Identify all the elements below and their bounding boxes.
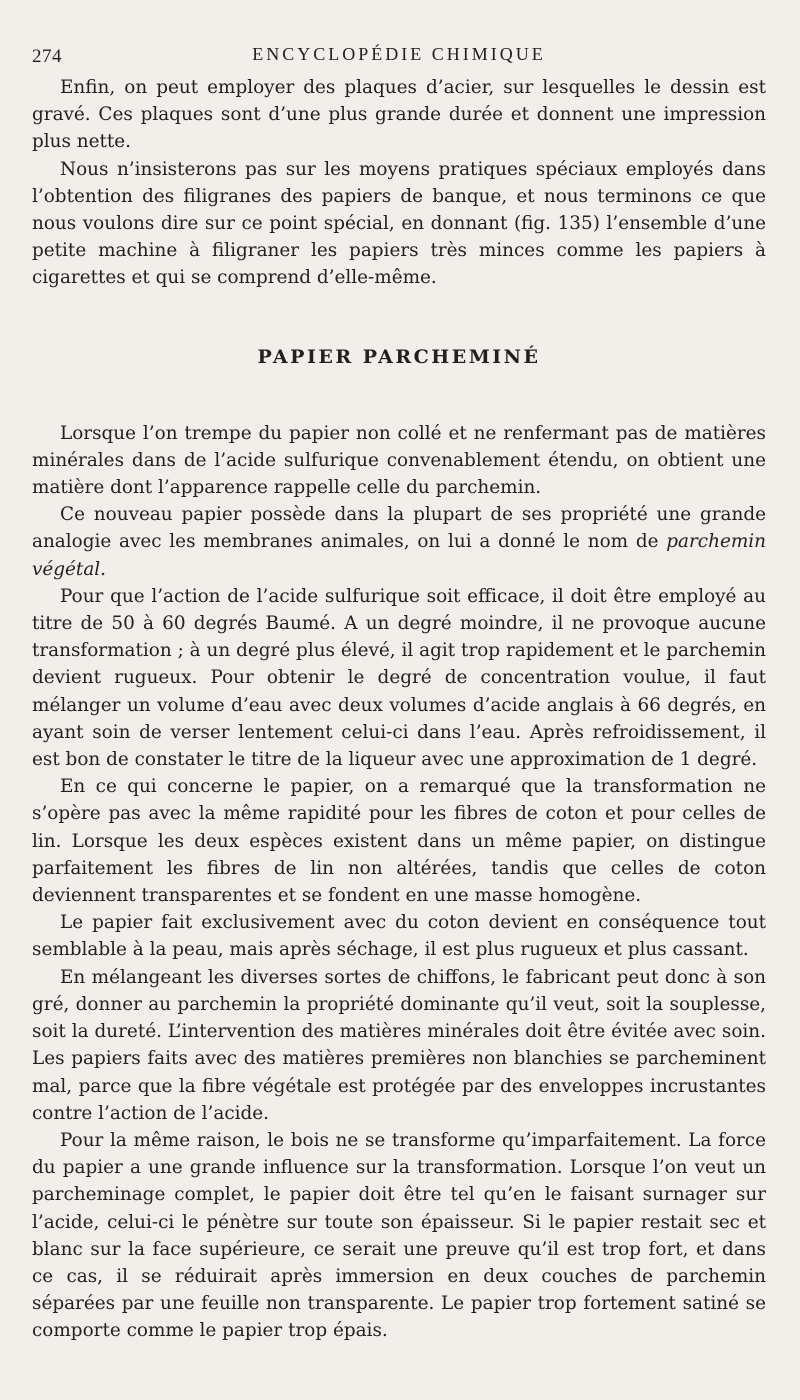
body-paragraph-1: Lorsque l’on trempe du papier non collé et ne renfermant pas de matières minérales dans de l’acide sulfurique convenablement étendu, on obtient une matière dont l’apparence rappelle celle du parchemin.: [32, 422, 766, 499]
parchemin-vegetal-term: parchemin végétal.: [32, 531, 766, 580]
section-title: PAPIER PARCHEMINÉ: [257, 345, 541, 368]
intro-paragraph-2: Nous n’insisterons pas sur les moyens pratiques spéciaux employés dans l’obtention des filigranes des papiers de banque, et nous terminons ce que nous voulons dire sur ce point spécial, en donnant (fig. 135) l’ensemble d’une petite machine à filigraner les papiers très minces comme les papiers à cigarettes et qui se comprend d’elle-même.: [32, 158, 766, 289]
page-number: 274: [32, 46, 62, 67]
body-paragraph-3: Pour que l’action de l’acide sulfurique soit efficace, il doit être employé au titre de 50 à 60 degrés Baumé. A un degré moindre, il ne provoque aucune transformation ; à un degré plus élevé, il agit trop rapidement et le parchemin devient rugueux. Pour obtenir le degré de concentration voulue, il faut mélanger un volume d’eau avec deux volumes d’acide anglais à 66 degrés, en ayant soin de verser lentement celui-ci dans l’eau. Après refroidissement, il est bon de constater le titre de la liqueur avec une approximation de 1 degré.: [32, 585, 766, 771]
running-head-title: ENCYCLOPÉDIE CHIMIQUE: [252, 44, 546, 64]
body-paragraph-2-text: Ce nouveau papier possède dans la plupart de ses propriété une grande analogie avec les membranes animales, on lui a donné le nom de: [32, 504, 766, 553]
intro-paragraph-1: Enfin, on peut employer des plaques d’acier, sur lesquelles le dessin est gravé. Ces plaques sont d’une plus grande durée et donnent une impression plus nette.: [32, 77, 766, 153]
body-paragraph-2: [32, 501, 766, 583]
body-paragraph-4: En ce qui concerne le papier, on a remarqué que la transformation ne s’opère pas avec la même rapidité pour les fibres de coton et pour celles de lin. Lorsque les deux espèces existent dans un même papier, on distingue parfaitement les fibres de lin non altérées, tandis que celles de coton deviennent transparentes et se fondent en une masse homogène.: [32, 776, 766, 907]
running-head: [32, 38, 766, 74]
body-paragraph-6: En mélangeant les diverses sortes de chiffons, le fabricant peut donc à son gré, donner au parchemin la propriété dominante qu’il veut, soit la souplesse, soit la dureté. L’intervention des matières minérales doit être évitée avec soin. Les papiers faits avec des matières premières non blanchies se parcheminent mal, parce que la fibre végétale est protégée par des enveloppes incrustantes contre l’action de l’acide.: [32, 966, 766, 1124]
body-paragraph-5: Le papier fait exclusivement avec du coton devient en conséquence tout semblable à la peau, mais après séchage, il est plus rugueux et plus cassant.: [32, 912, 766, 961]
body-paragraph-7: Pour la même raison, le bois ne se transforme qu’imparfaitement. La force du papier a une grande influence sur la transformation. Lorsque l’on veut un parcheminage complet, le papier doit être tel qu’en le faisant surnager sur l’acide, celui-ci le pénètre sur toute son épaisseur. Si le papier restait sec et blanc sur la face supérieure, ce serait une preuve qu’il est trop fort, et dans ce cas, il se réduirait après immersion en deux couches de parchemin séparées par une feuille non transparente. Le papier trop fortement satiné se comporte comme le papier trop épais.: [32, 1129, 766, 1342]
